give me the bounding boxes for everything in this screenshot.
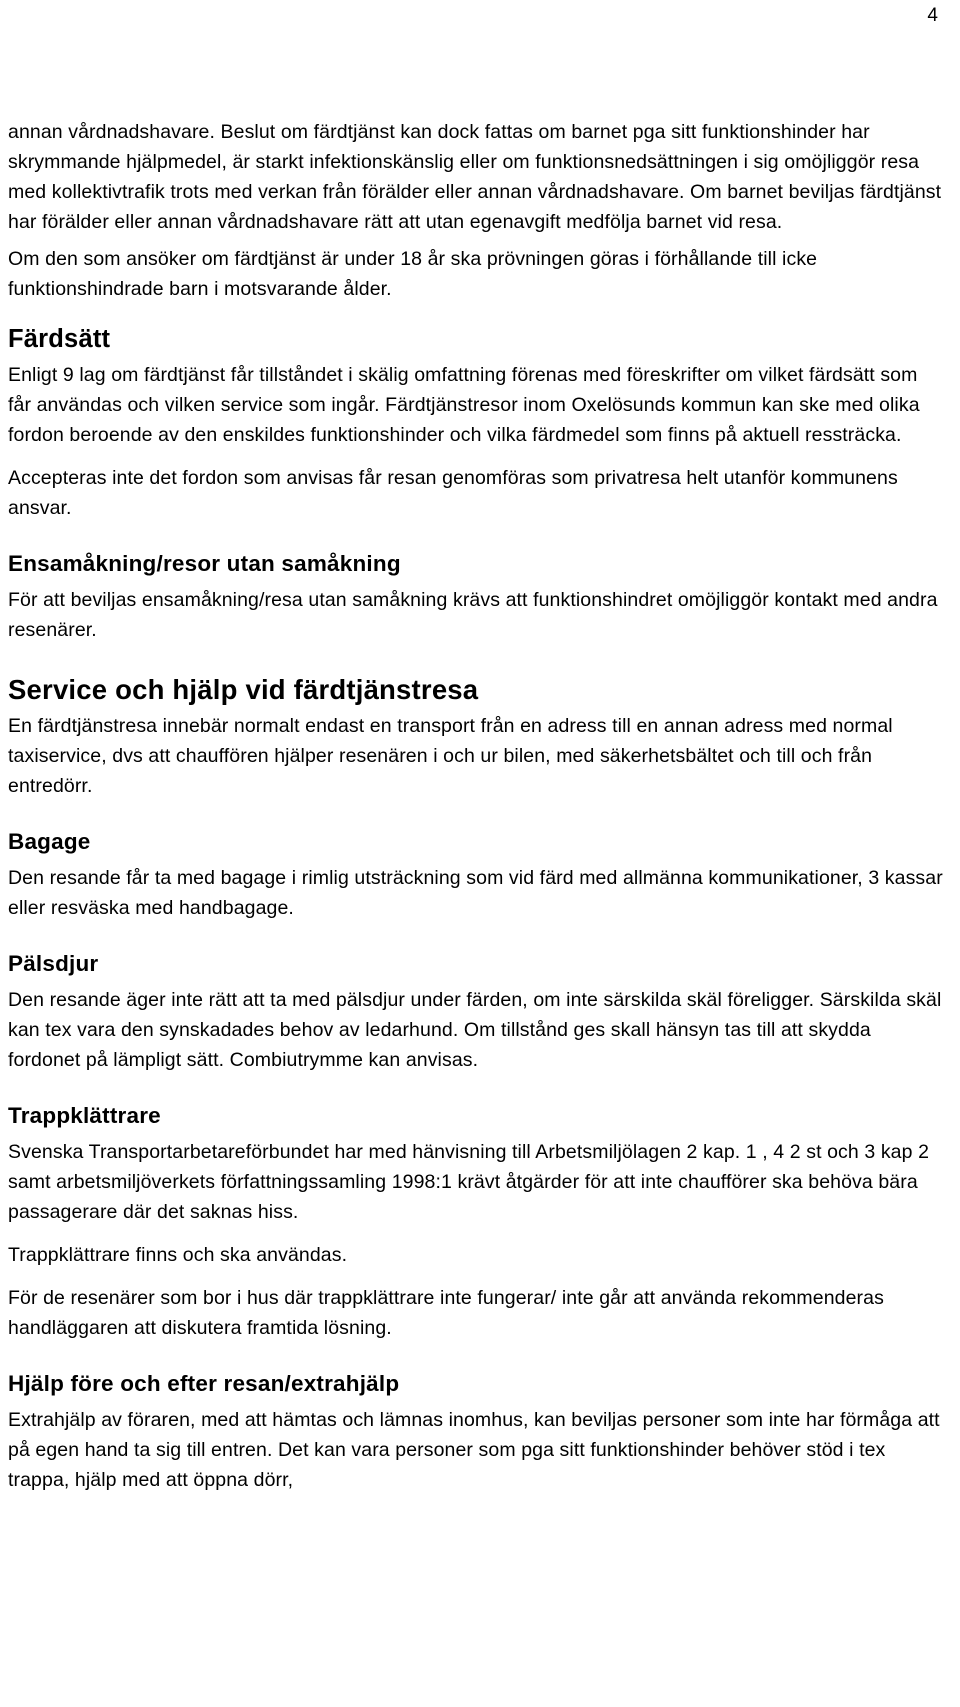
- heading-palsdjur: Pälsdjur: [8, 951, 99, 976]
- paragraph-age-assessment: Om den som ansöker om färdtjänst är under 18 år ska prövningen göras i förhållande till icke funktionshindrade barn i motsvarande ålder.: [8, 248, 818, 300]
- heading-ensamakning: Ensamåkning/resor utan samåkning: [8, 551, 401, 576]
- paragraph-child-travel: annan vårdnadshavare. Beslut om färdtjänst kan dock fattas om barnet pga sitt funktionshinder har skrymmande hjälpmedel, är starkt infektionskänslig eller om funktionsnedsättningen i sig omöjliggör resa med kollektivtrafik trots med verkan från förälder eller annan vårdnadshavare. Om barnet beviljas färdtjänst har förälder eller annan vårdnadshavare rätt att utan egenavgift medfölja barnet vid resa.: [8, 121, 942, 233]
- paragraph-vehicle-acceptance: Accepteras inte det fordon som anvisas får resan genomföras som privatresa helt utanför kommunens ansvar.: [8, 467, 898, 519]
- paragraph-trappklattrare-law: Svenska Transportarbetareförbundet har med hänvisning till Arbetsmiljölagen 2 kap. 1 , 4 2 st och 3 kap 2 samt arbetsmiljöverkets författningssamling 1998:1 krävt åtgärder för att inte chaufförer ska behöva bära passagerare där det saknas hiss.: [8, 1141, 930, 1223]
- paragraph-extrahjalp: Extrahjälp av föraren, med att hämtas och lämnas inomhus, kan beviljas personer som inte har förmåga att på egen hand ta sig till entren. Det kan vara personer som pga sitt funktionshinder behöver stöd i tex trappa, hjälp med att öppna dörr,: [8, 1409, 940, 1491]
- paragraph-palsdjur: Den resande äger inte rätt att ta med pälsdjur under färden, om inte särskilda skäl föreligger. Särskilda skäl kan tex vara den synskadades behov av ledarhund. Om tillstånd ges skall hänsyn tas till att skydda fordonet på lämpligt sätt. Combiutrymme kan anvisas.: [8, 989, 942, 1071]
- heading-trappklattrare: Trappklättrare: [8, 1103, 161, 1128]
- paragraph-service: En färdtjänstresa innebär normalt endast en transport från en adress till en annan adress med normal taxiservice, dvs att chauffören hjälper resenären i och ur bilen, med säkerhetsbältet och till och från entredörr.: [8, 715, 893, 797]
- document-body: [8, 117, 943, 1508]
- paragraph-fardsatt: Enligt 9 lag om färdtjänst får tillståndet i skälig omfattning förenas med föreskrifter om vilket färdsätt som får användas och vilken service som ingår. Färdtjänstresor inom Oxelösunds kommun kan ske med olika fordon beroende av den enskildes funktionshinder och vilka färdmedel som finns på aktuell ressträcka.: [8, 364, 920, 446]
- paragraph-trappklattrare-alt: För de resenärer som bor i hus där trappklättrare inte fungerar/ inte går att använda rekommenderas handläggaren att diskutera framtida lösning.: [8, 1287, 884, 1339]
- heading-fardsatt: Färdsätt: [8, 325, 111, 353]
- heading-extrahjalp: Hjälp före och efter resan/extrahjälp: [8, 1371, 400, 1396]
- paragraph-trappklattrare-use: Trappklättrare finns och ska användas.: [8, 1244, 348, 1266]
- paragraph-ensamakning: För att beviljas ensamåkning/resa utan samåkning krävs att funktionshindret omöjliggör kontakt med andra resenärer.: [8, 589, 938, 641]
- page-number: 4: [927, 5, 938, 26]
- heading-bagage: Bagage: [8, 829, 91, 854]
- paragraph-bagage: Den resande får ta med bagage i rimlig utsträckning som vid färd med allmänna kommunikationer, 3 kassar eller resväska med handbagage.: [8, 867, 943, 919]
- heading-service: Service och hjälp vid färdtjänstresa: [8, 674, 479, 705]
